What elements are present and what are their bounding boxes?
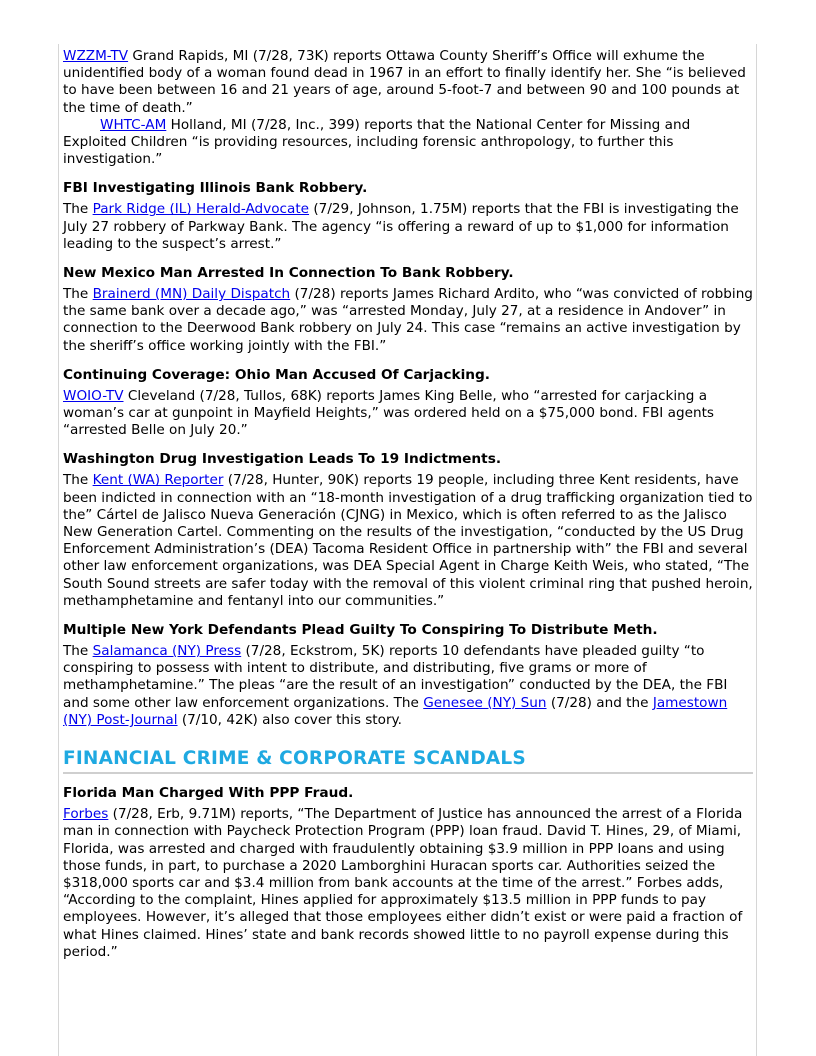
story-text: (7/10, 42K) also cover this story. xyxy=(177,711,402,728)
link-wzzm-tv[interactable]: WZZM-TV xyxy=(63,48,129,64)
story-text: (7/29, Johnson, 1.75M) reports that the FBI is investigating the July 27 robbery of Parkway Bank. The agency “is offering a reward of up to $1,000 for information leading to the suspect’s arrest.” xyxy=(63,201,739,252)
story-text: (7/28) and the xyxy=(546,694,653,711)
story-text: Cleveland (7/28, Tullos, 68K) reports James King Belle, who “arrested for carjacking a woman’s car at gunpoint in Mayfield Heights,” was ordered held on a $75,000 bond. FBI agents “arrested Belle on July 20.” xyxy=(63,387,714,439)
paragraph-text: Holland, MI (7/28, Inc., 399) reports that the National Center for Missing and Exploited Children “is providing resources, including forensic anthropology, to further this investigation.” xyxy=(63,116,691,168)
link-forbes[interactable]: Forbes xyxy=(63,806,109,823)
story-body xyxy=(63,388,753,440)
link-woio-tv[interactable]: WOIO-TV xyxy=(63,387,124,404)
story-body xyxy=(63,201,753,253)
link-salamanca-press[interactable]: Salamanca (NY) Press xyxy=(92,643,242,660)
story-headline: Continuing Coverage: Ohio Man Accused Of Carjacking. xyxy=(63,366,491,383)
story-headline: FBI Investigating Illinois Bank Robbery. xyxy=(63,180,368,197)
paragraph-wzzm xyxy=(63,48,753,117)
page-content xyxy=(63,48,753,961)
story-headline: New Mexico Man Arrested In Connection To Bank Robbery. xyxy=(63,265,514,282)
story-washington-drug-investigation xyxy=(63,450,753,610)
story-headline: Florida Man Charged With PPP Fraud. xyxy=(63,785,354,802)
story-prefix: The xyxy=(63,286,93,303)
story-text: (7/28, Erb, 9.71M) reports, “The Department of Justice has announced the arrest of a Florida man in connection with Paycheck Protection Program (PPP) loan fraud. David T. Hines, 29, of Miami, Florida, was arrested and charged with fraudulently obtaining $3.9 million in PPP loans and using those funds, in part, to purchase a 2020 Lamborghini Huracan sports car. Authorities seized the $318,000 sports car and $3.4 million from bank accounts at the time of the arrest.” Forbes adds, “According to the complaint, Hines applied for approximately $13.5 million in PPP funds to pay employees. However, it’s alleged that those employees either didn’t exist or were paid a fraction of what Hines claimed. Hines’ state and bank records showed little to no payroll expense during this period.” xyxy=(63,806,743,960)
story-new-york-meth xyxy=(63,621,753,729)
story-prefix: The xyxy=(63,201,93,218)
link-kent-reporter[interactable]: Kent (WA) Reporter xyxy=(92,472,224,489)
link-jamestown-post-journal[interactable]: Jamestown (NY) Post-Journal xyxy=(63,694,728,728)
story-florida-ppp-fraud xyxy=(63,784,753,961)
story-body xyxy=(63,472,753,610)
link-genesee-sun[interactable]: Genesee (NY) Sun xyxy=(423,694,547,711)
story-prefix: The xyxy=(63,472,93,489)
link-park-ridge-herald-advocate[interactable]: Park Ridge (IL) Herald-Advocate xyxy=(92,201,310,218)
story-body xyxy=(63,806,753,961)
section-title-financial-crime: FINANCIAL CRIME & CORPORATE SCANDALS xyxy=(63,747,753,774)
story-text: (7/28) reports James Richard Ardito, who “was convicted of robbing the same bank over a decade ago,” was “arrested Monday, July 27, at a residence in Andover” in connection to the Deerwood Bank robbery on July 24. This case “remains an active investigation by the sheriff’s office working jointly with the FBI.” xyxy=(63,286,753,354)
story-illinois-bank-robbery xyxy=(63,179,753,253)
story-ohio-carjacking xyxy=(63,366,753,440)
paragraph-whtc xyxy=(63,117,753,169)
right-margin-rule xyxy=(756,44,757,1056)
link-brainerd-daily-dispatch[interactable]: Brainerd (MN) Daily Dispatch xyxy=(92,286,291,303)
story-body xyxy=(63,286,753,355)
story-new-mexico-bank-robbery xyxy=(63,264,753,355)
left-margin-rule xyxy=(58,44,59,1056)
story-headline: Washington Drug Investigation Leads To 19 Indictments. xyxy=(63,451,502,468)
story-headline: Multiple New York Defendants Plead Guilty To Conspiring To Distribute Meth. xyxy=(63,622,658,639)
story-prefix: The xyxy=(63,643,93,660)
link-whtc-am[interactable]: WHTC-AM xyxy=(100,116,167,133)
story-text: (7/28, Hunter, 90K) reports 19 people, including three Kent residents, have been indicted in connection with an “18-month investigation of a drug trafficking organization tied to the” Cártel de Jalisco Nueva Generación (CJNG) in Mexico, which is often referred to as the Jalisco New Generation Cartel. Commenting on the results of the investigation, “conducted by the US Drug Enforcement Administration’s (DEA) Tacoma Resident Office in partnership with” the FBI and several other law enforcement organizations, was DEA Special Agent in Charge Keith Weis, who stated, “The South Sound streets are safer today with the removal of this violent criminal ring that pushed heroin, methamphetamine and fentanyl into our communities.” xyxy=(63,472,753,609)
story-body xyxy=(63,643,753,729)
story-text: (7/28, Eckstrom, 5K) reports 10 defendants have pleaded guilty “to conspiring to possess with intent to distribute, and distributing, five grams or more of methamphetamine.” The pleas “are the result of an investigation” conducted by the DEA, the FBI and some other law enforcement organizations. The xyxy=(63,643,728,711)
paragraph-text: Grand Rapids, MI (7/28, 73K) reports Ottawa County Sheriff’s Office will exhume the unidentified body of a woman found dead in 1967 in an effort to finally identify her. She “is believed to have been between 16 and 21 years of age, around 5-foot-7 and between 90 and 100 pounds at the time of death.” xyxy=(63,48,746,116)
